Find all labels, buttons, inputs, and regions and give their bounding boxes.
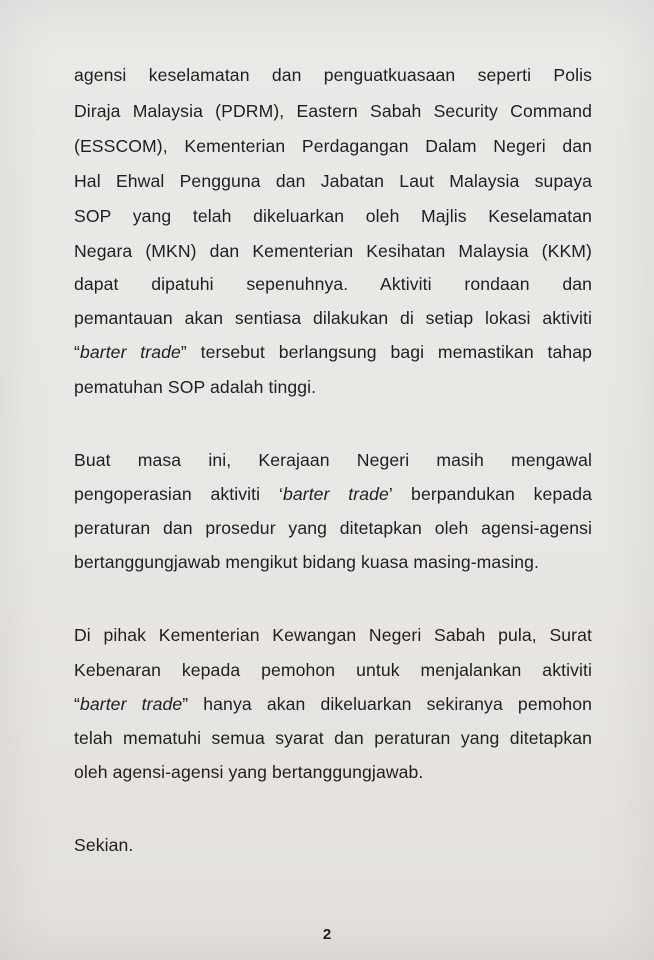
text-line: agensi keselamatan dan penguatkuasaan seperti Polis	[74, 65, 592, 85]
text-line: pemantauan akan sentiasa dilakukan di setiap lokasi aktiviti	[74, 308, 592, 328]
text-fragment: “	[74, 342, 80, 362]
text-line	[74, 341, 592, 363]
text-line	[74, 693, 592, 715]
text-line: oleh agensi-agensi yang bertanggungjawab.	[74, 762, 424, 782]
text-fragment: ” hanya akan dikeluarkan sekiranya pemohon	[182, 694, 592, 714]
text-line: Buat masa ini, Kerajaan Negeri masih mengawal	[74, 450, 592, 470]
text-fragment: “	[74, 694, 80, 714]
text-line: Diraja Malaysia (PDRM), Eastern Sabah Security Command	[74, 101, 592, 121]
italic-term: barter trade	[79, 342, 181, 362]
text-line: telah mematuhi semua syarat dan peraturan yang ditetapkan	[74, 728, 592, 748]
text-line: (ESSCOM), Kementerian Perdagangan Dalam Negeri dan	[74, 136, 592, 156]
text-line: Negara (MKN) dan Kementerian Kesihatan Malaysia (KKM)	[74, 241, 592, 261]
page-number: 2	[322, 926, 332, 943]
text-fragment: ” tersebut berlangsung bagi memastikan tahap	[180, 342, 592, 362]
text-fragment: ’ berpandukan kepada	[388, 484, 592, 504]
text-fragment: pengoperasian aktiviti ‘	[74, 484, 283, 504]
text-line: Di pihak Kementerian Kewangan Negeri Sabah pula, Surat	[74, 625, 592, 645]
italic-term: barter trade	[79, 694, 183, 714]
italic-term: barter trade	[282, 484, 389, 504]
text-line: Kebenaran kepada pemohon untuk menjalankan aktiviti	[74, 660, 592, 680]
text-line: peraturan dan prosedur yang ditetapkan oleh agensi-agensi	[74, 518, 592, 538]
text-line	[74, 483, 592, 505]
text-line: SOP yang telah dikeluarkan oleh Majlis Keselamatan	[74, 206, 592, 226]
text-line: Hal Ehwal Pengguna dan Jabatan Laut Malaysia supaya	[74, 171, 592, 191]
text-line: dapat dipatuhi sepenuhnya. Aktiviti rondaan dan	[74, 274, 592, 294]
closing-text: Sekian.	[74, 835, 134, 855]
text-line: bertanggungjawab mengikut bidang kuasa masing-masing.	[74, 552, 539, 572]
text-line: pematuhan SOP adalah tinggi.	[74, 377, 317, 397]
